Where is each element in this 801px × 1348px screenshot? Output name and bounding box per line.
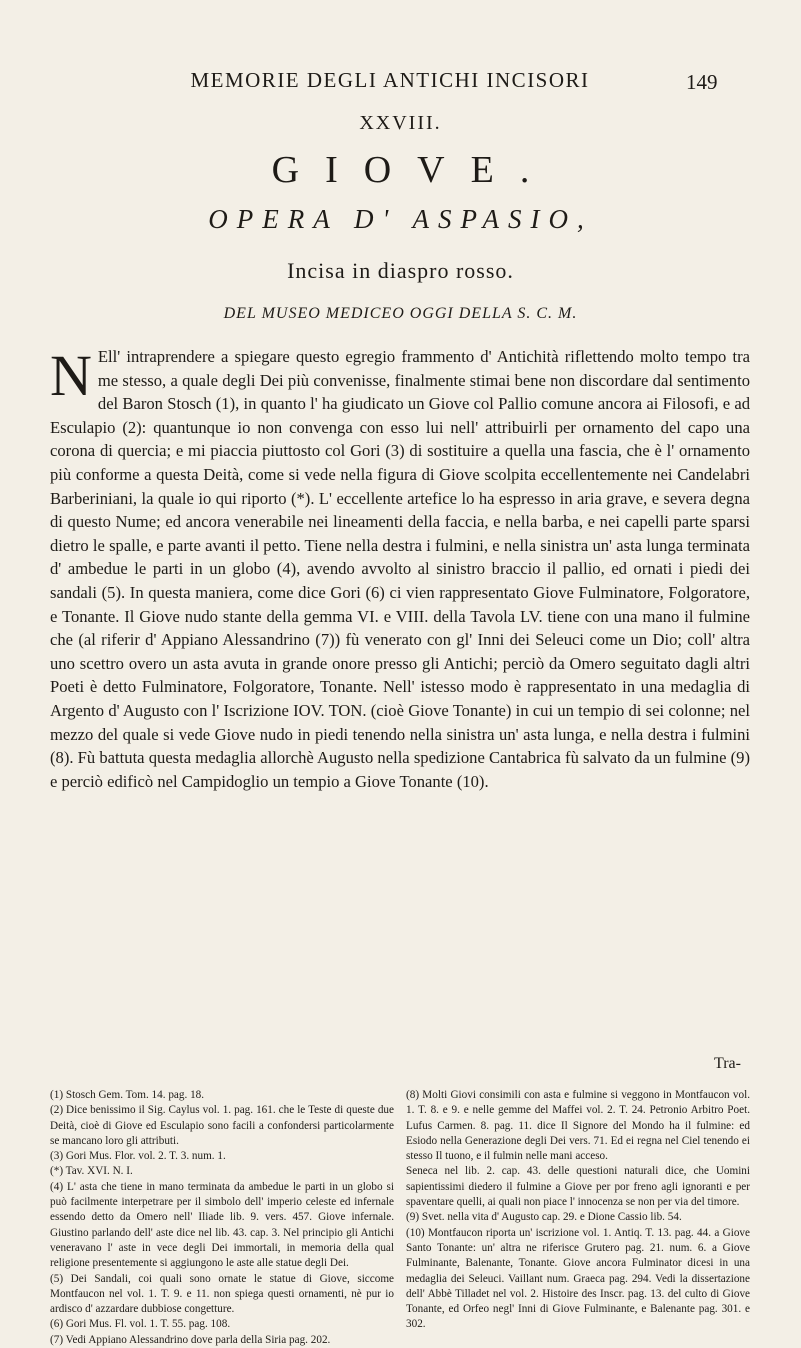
footnote: (2) Dice benissimo il Sig. Caylus vol. 1. pag. 161. che le Teste di queste due Deità, cioè di Giove ed Esculapio sono facili a confondersi particolarmente se mancano loro gli attributi.: [50, 1104, 394, 1147]
catchword: Tra-: [714, 1055, 741, 1072]
running-title: MEMORIE DEGLI ANTICHI INCISORI: [190, 68, 590, 92]
footnote: (9) Svet. nella vita d' Augusto cap. 29. e Dione Cassio lib. 54.: [406, 1211, 682, 1224]
footnote: (6) Gori Mus. Fl. vol. 1. T. 55. pag. 108.: [50, 1318, 231, 1331]
main-text: [50, 345, 750, 793]
footnote: (*) Tav. XVI. N. I.: [50, 1165, 133, 1178]
footnotes: [50, 1088, 750, 1348]
plate-subject-title: GIOVE.: [271, 149, 556, 191]
footnote: (5) Dei Sandali, coi quali sono ornate le statue di Giove, siccome Montfaucon nel vol. 1. T. 9. e 11. non spiega questi ornamenti, nè pur io ardisco d' azzardare dubbiose congetture.: [50, 1272, 394, 1316]
footnote: (4) L' asta che tiene in mano terminata da ambedue le parti in un globo si può facilmente interpetrare per il simbolo dell' imperio celeste ed infernale essendo detto da Omero nell' Iliade lib. 9. vers. 457. Giove infernale. Giustino parlando dell' aste dice nel lib. 43. cap. 3. Nel principio gli Antichi veneravano l' aste in vece degli Dei immortali, in memoria della qual religione presentemente si aggiungono le aste alle statue degli Dei.: [50, 1180, 394, 1270]
plate-collection: DEL MUSEO MEDICEO OGGI DELLA S. C. M.: [223, 305, 578, 322]
footnotes-left-column: [50, 1088, 394, 1348]
footnote: (3) Gori Mus. Flor. vol. 2. T. 3. num. 1.: [50, 1150, 226, 1163]
footnote: (8) Molti Giovi consimili con asta e fulmine si veggono in Montfaucon vol. 1. T. 8. e 9. e nelle gemme del Maffei vol. 2. T. 24. Petronio Arbitro Poet. Lufus Carmen. 8. pag. 11. dice Il Signore del Mondo ha il fulmine: ed Esiodo nella Generazione degli Dei vers. 71. Ed ei regna nel Ciel tenendo ei stesso Il tuono, e il fulmin nelle mani acceso.: [406, 1089, 750, 1163]
drop-cap: N: [50, 343, 92, 408]
footnotes-right-column: [406, 1088, 750, 1348]
plate-number: XXVIII.: [359, 112, 442, 134]
plate-medium: Incisa in diaspro rosso.: [287, 258, 514, 283]
page-number: 149: [686, 70, 718, 94]
footnote: (1) Stosch Gem. Tom. 14. pag. 18.: [50, 1089, 205, 1101]
footnote: Seneca nel lib. 2. cap. 43. delle questioni naturali dice, che Uomini sapientissimi diedero il fulmine a Giove per por freno agli ignoranti e per spaventare quelli, ai quali non piace l' innocenza se non per via del timore.: [406, 1165, 750, 1209]
footnote: (10) Montfaucon riporta un' iscrizione vol. 1. Antiq. T. 13. pag. 44. a Giove Santo Tonante: un' altra ne riferisce Grutero pag. 21. num. 6. a Giove Fulminante, Balenante, Tonante. Giove ancora Fulminator dicesi in una medaglia dei Seleuci. Vaillant num. Graeca pag. 294. Vedi la dissertazione dell' Abbè Tilladet nel vol. 2. Histoire des Inscr. pag. 13. del culto di Giove Tonante, ed Orfeo negl' Inni di Giove Fulminante, e Balenante pag. 301. e 302.: [406, 1226, 750, 1331]
main-paragraph: Ell' intraprendere a spiegare questo egregio frammento d' Antichità riflettendo molto tempo tra me stesso, a quale degli Dei più convenisse, finalmente stimai bene non discordare dal sentimento del Baron Stosch (1), in quanto l' ha giudicato un Giove col Pallio comune ancora ai Filosofi, e ad Esculapio (2): quantunque io non convenga con esso lui nell' attribuirli per ornamento del capo una corona di quercia; e mi piaccia piuttosto col Gori (3) di sostituire a quella una fascia, che è l' ornamento più conforme a questa Deità, come si vede nella figura di Giove scolpita eccellentemente nei Candelabri Barberiniani, la quale io qui riporto (*). L' eccellente artefice lo ha espresso in aria grave, e severa degna di questo Nume; ed ancora venerabile nei lineamenti della faccia, e nella barba, e nei capelli parte sparsi dietro le spalle, e parte avanti il petto. Tiene nella destra i fulmini, e nella sinistra un' asta lunga terminata d' ambedue le parti in un globo (4), avendo avvolto al sinistro braccio il pallio, ed ornati i piedi dei sandali (5). In questa maniera, come dice Gori (6) ci vien rappresentato Giove Fulminatore, Folgoratore, e Tonante. Il Giove nudo stante della gemma VI. e VIII. della Tavola LV. tiene con una mano il fulmine che (al riferir d' Appiano Alessandrino (7)) fù venerato con gl' Inni dei Seleuci come un Dio; coll' altra uno scettro overo un asta avuta in grande onore presso gli Antichi; perciò da Omero seguitato dagli altri Poeti è detto Fulminatore, Folgoratore, Tonante. Nell' istesso modo è rappresentato in una medaglia di Argento d' Augusto con l' Iscrizione IOV. TON. (cioè Giove Tonante) in cui un tempio di sei colonne; nel mezzo del quale si vede Giove nudo in piedi tenendo nella sinistra un' asta lunga, e nella destra i fulmini (8). Fù battuta questa medaglia allorchè Augusto nella spedizione Cantabrica fù salvato da un fulmine (9) e perciò edificò nel Campidoglio un tempio a Giove Tonante (10).: [50, 347, 750, 791]
footnote: (7) Vedi Appiano Alessandrino dove parla della Siria pag. 202.: [50, 1333, 331, 1346]
plate-work-title: OPERA D' ASPASIO,: [208, 204, 593, 234]
